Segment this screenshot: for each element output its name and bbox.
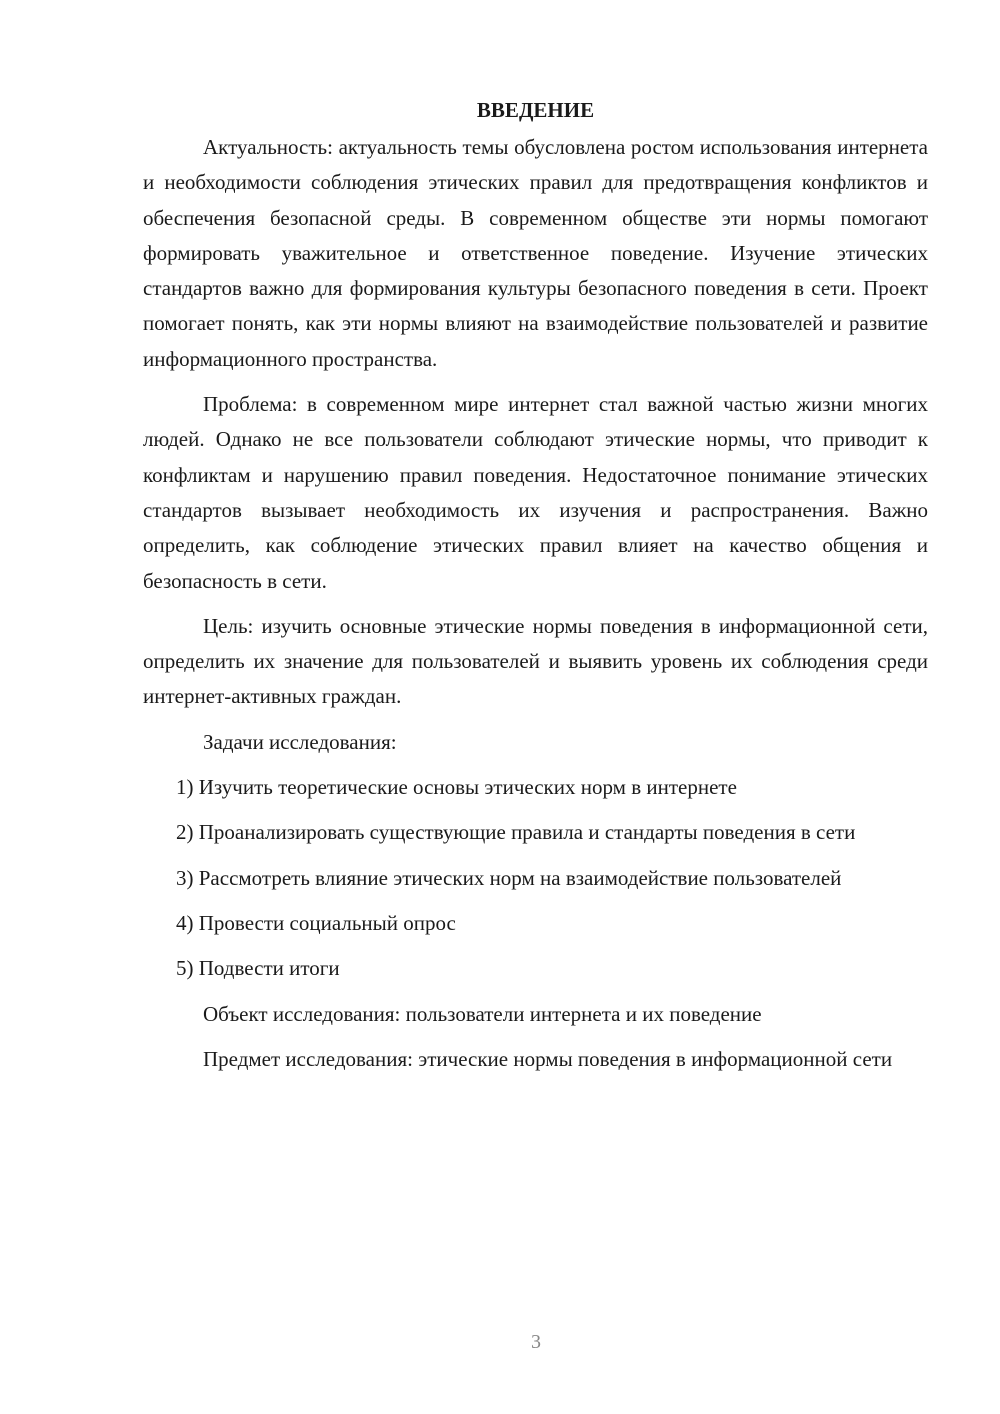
goal-paragraph: Цель: изучить основные этические нормы поведения в информационной сети, определить их значение для пользователей и выявить уровень их соблюдения среди интернет-активных граждан. <box>143 613 928 709</box>
section-heading: ВВЕДЕНИЕ <box>476 98 595 122</box>
object-paragraph: Объект исследования: пользователи интернета и их поведение <box>203 1001 762 1026</box>
problem-paragraph: Проблема: в современном мире интернет стал важной частью жизни многих людей. Однако не все пользователи соблюдают этические нормы, что приводит к конфликтам и нарушению правил поведения. Недостаточное понимание этических стандартов вызывает необходимость их изучения и распространения. Важно определить, как соблюдение этических правил влияет на качество общения и безопасность в сети. <box>143 392 928 593</box>
tasks-heading: Задачи исследования: <box>203 729 397 754</box>
task-item: 5) Подвести итоги <box>176 956 340 981</box>
task-item: 2) Проанализировать существующие правила и стандарты поведения в сети <box>176 820 856 845</box>
task-item: 1) Изучить теоретические основы этических норм в интернете <box>176 775 737 800</box>
document-page <box>143 92 928 1077</box>
relevance-paragraph: Актуальность: актуальность темы обусловлена ростом использования интернета и необходимости соблюдения этических правил для предотвращения конфликтов и обеспечения безопасной среды. В современном обществе эти нормы помогают формировать уважительное и ответственное поведение. Изучение этических стандартов важно для формирования культуры безопасного поведения в сети. Проект помогает понять, как эти нормы влияют на взаимодействие пользователей и развитие информационного пространства. <box>143 135 928 371</box>
task-item: 4) Провести социальный опрос <box>176 910 456 935</box>
subject-paragraph: Предмет исследования: этические нормы поведения в информационной сети <box>203 1046 893 1071</box>
task-item: 3) Рассмотреть влияние этических норм на взаимодействие пользователей <box>176 865 842 890</box>
page-number: 3 <box>531 1331 541 1353</box>
